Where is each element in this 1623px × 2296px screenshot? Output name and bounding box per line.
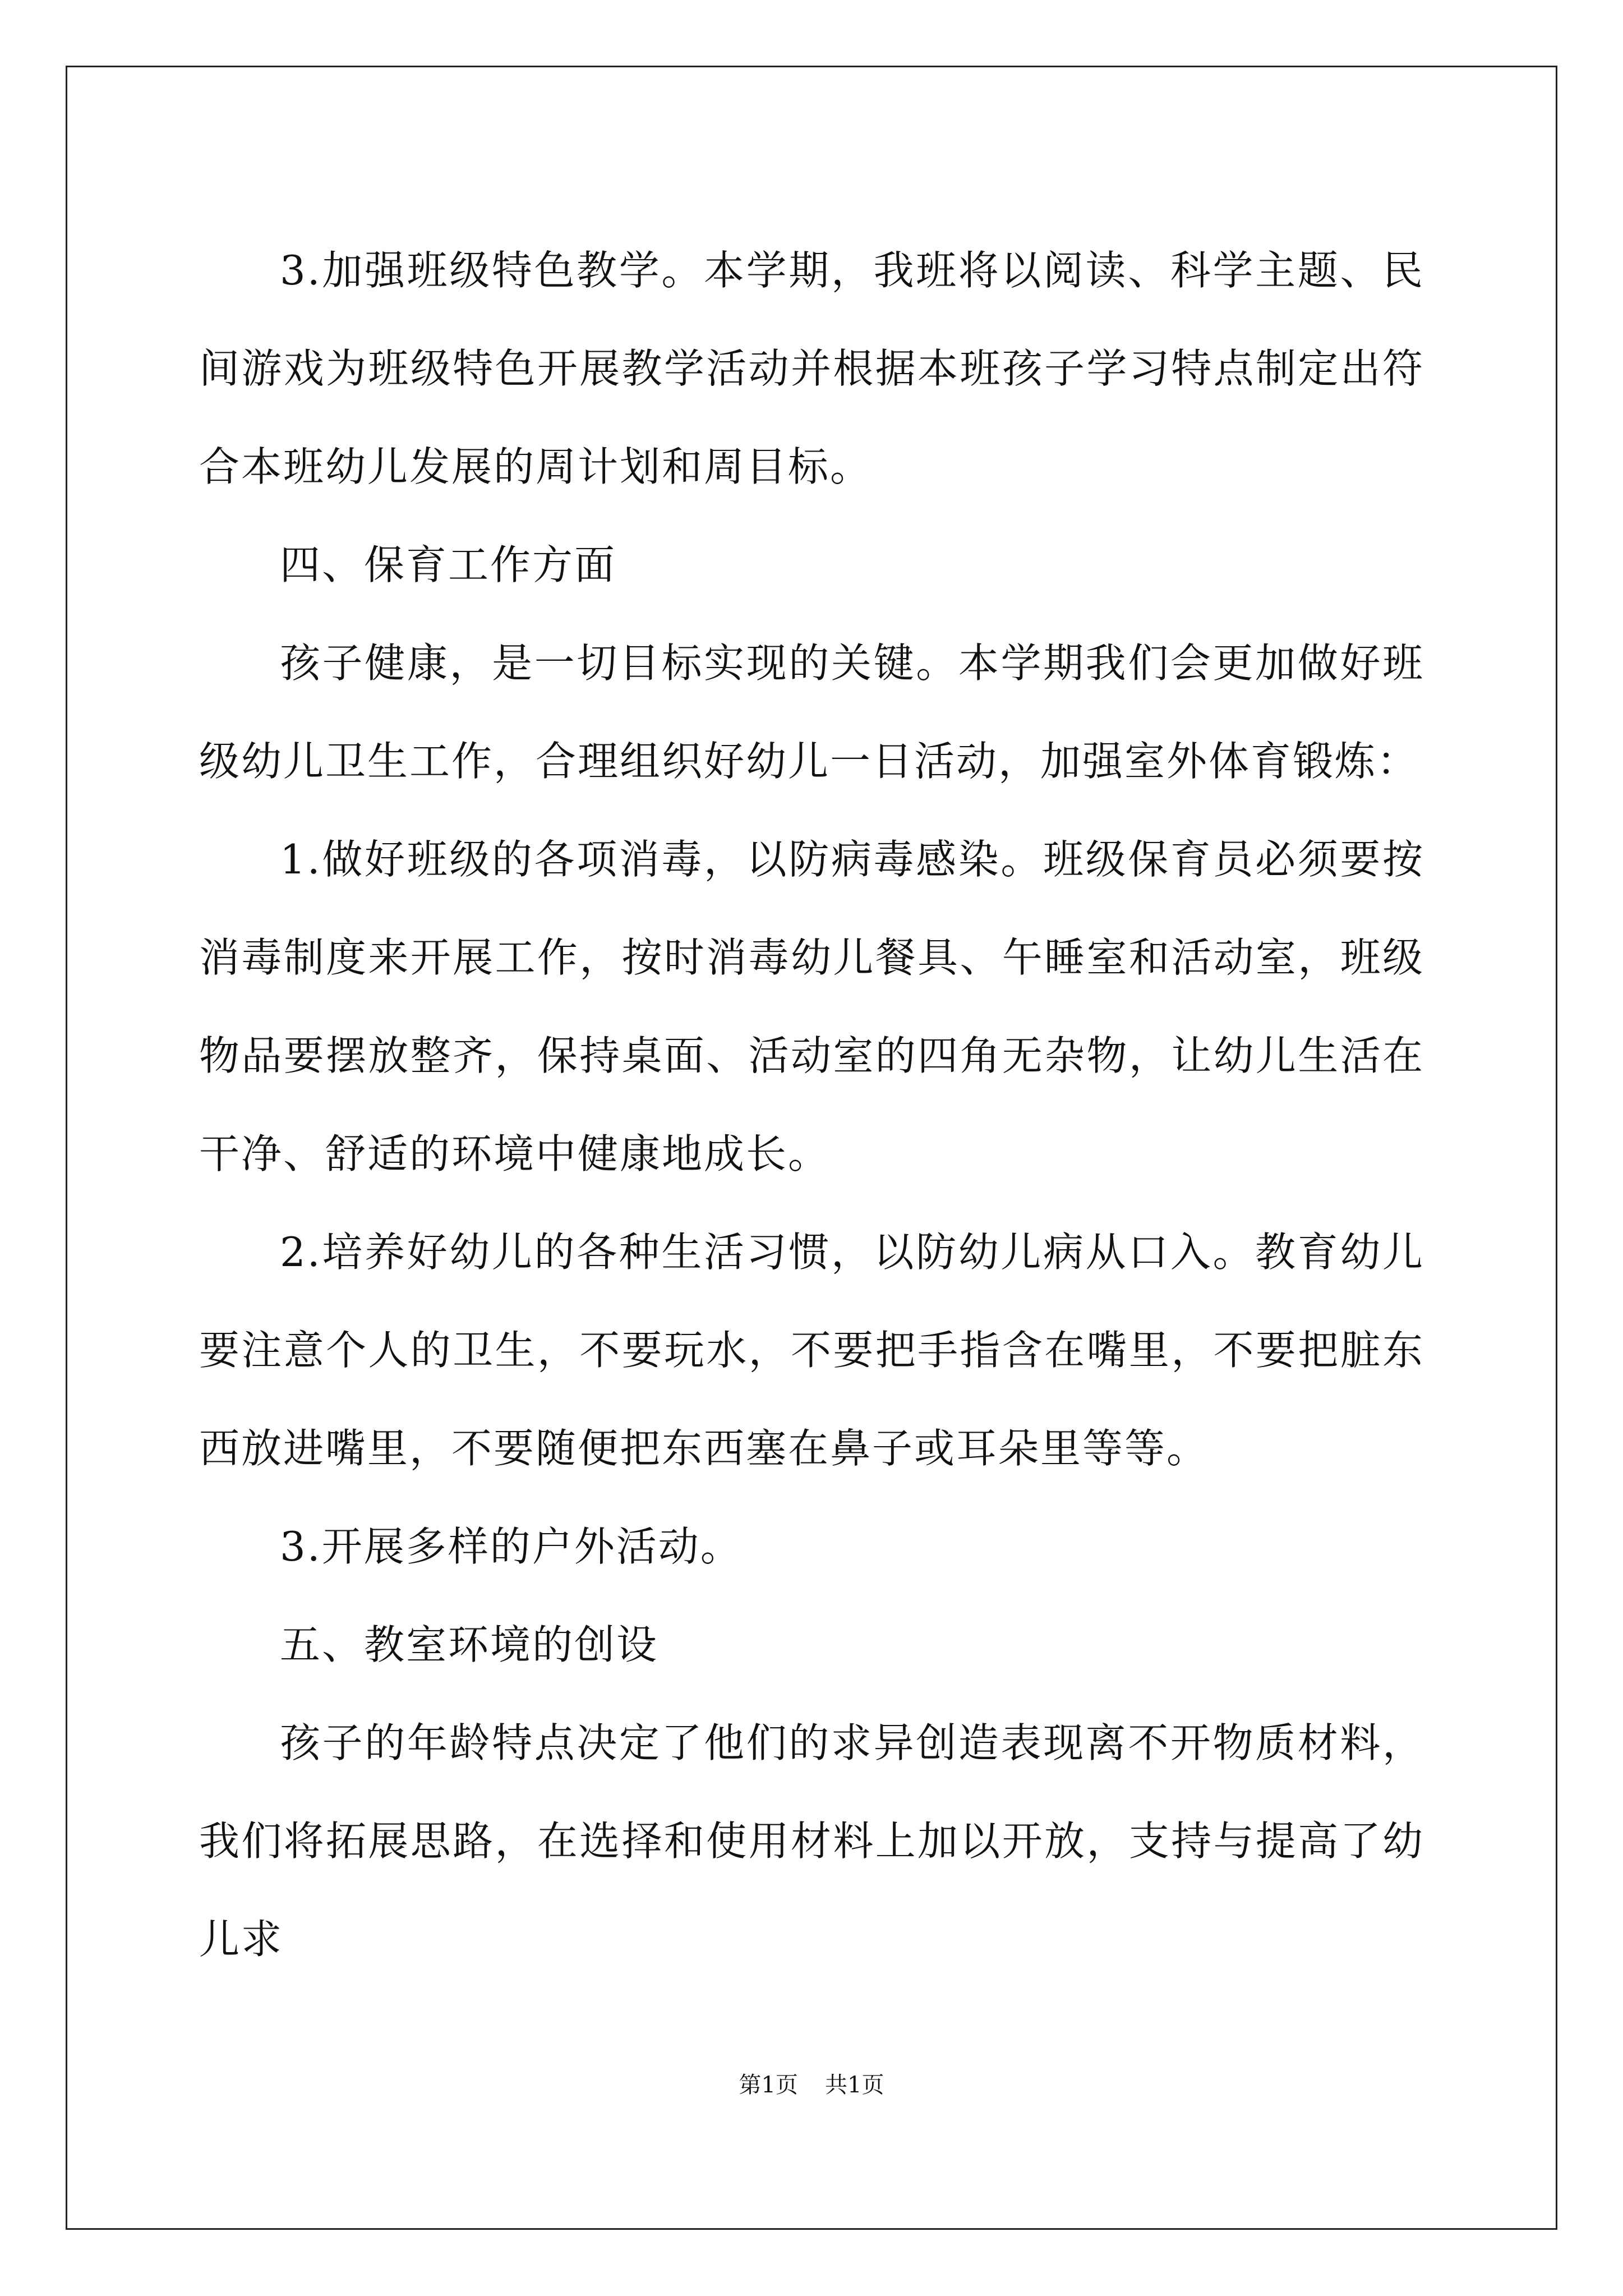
section-heading-4: 四、保育工作方面: [280, 541, 617, 588]
page-total: 共1页: [825, 2072, 884, 2098]
paragraph-3: 1.做好班级的各项消毒，以防病毒感染。班级保育员必须要按消毒制度来开展工作，按时消毒幼儿餐具、午睡室和活动室，班级物品要摆放整齐，保持桌面、活动室的四角无杂物，让幼儿生活在干净、舒适的环境中健康地成长。: [199, 836, 1424, 1177]
paragraph-1: 3.加强班级特色教学。本学期，我班将以阅读、科学主题、民间游戏为班级特色开展教学活动并根据本班孩子学习特点制定出符合本班幼儿发展的周计划和周目标。: [199, 247, 1424, 490]
paragraph-5: 3.开展多样的户外活动。: [280, 1523, 743, 1570]
document-body: [199, 222, 1424, 1989]
paragraph-6: 孩子的年龄特点决定了他们的求异创造表现离不开物质材料，我们将拓展思路，在选择和使用材料上加以开放，支持与提高了幼儿求: [199, 1719, 1424, 1963]
paragraph-2: 孩子健康，是一切目标实现的关键。本学期我们会更加做好班级幼儿卫生工作，合理组织好幼儿一日活动，加强室外体育锻炼：: [199, 639, 1424, 785]
page-footer: [0, 2071, 1623, 2099]
section-heading-5: 五、教室环境的创设: [280, 1621, 659, 1668]
paragraph-4: 2.培养好幼儿的各种生活习惯，以防幼儿病从口入。教育幼儿要注意个人的卫生，不要玩水，不要把手指含在嘴里，不要把脏东西放进嘴里，不要随便把东西塞在鼻子或耳朵里等等。: [199, 1228, 1424, 1472]
page-number: 第1页: [739, 2072, 798, 2098]
